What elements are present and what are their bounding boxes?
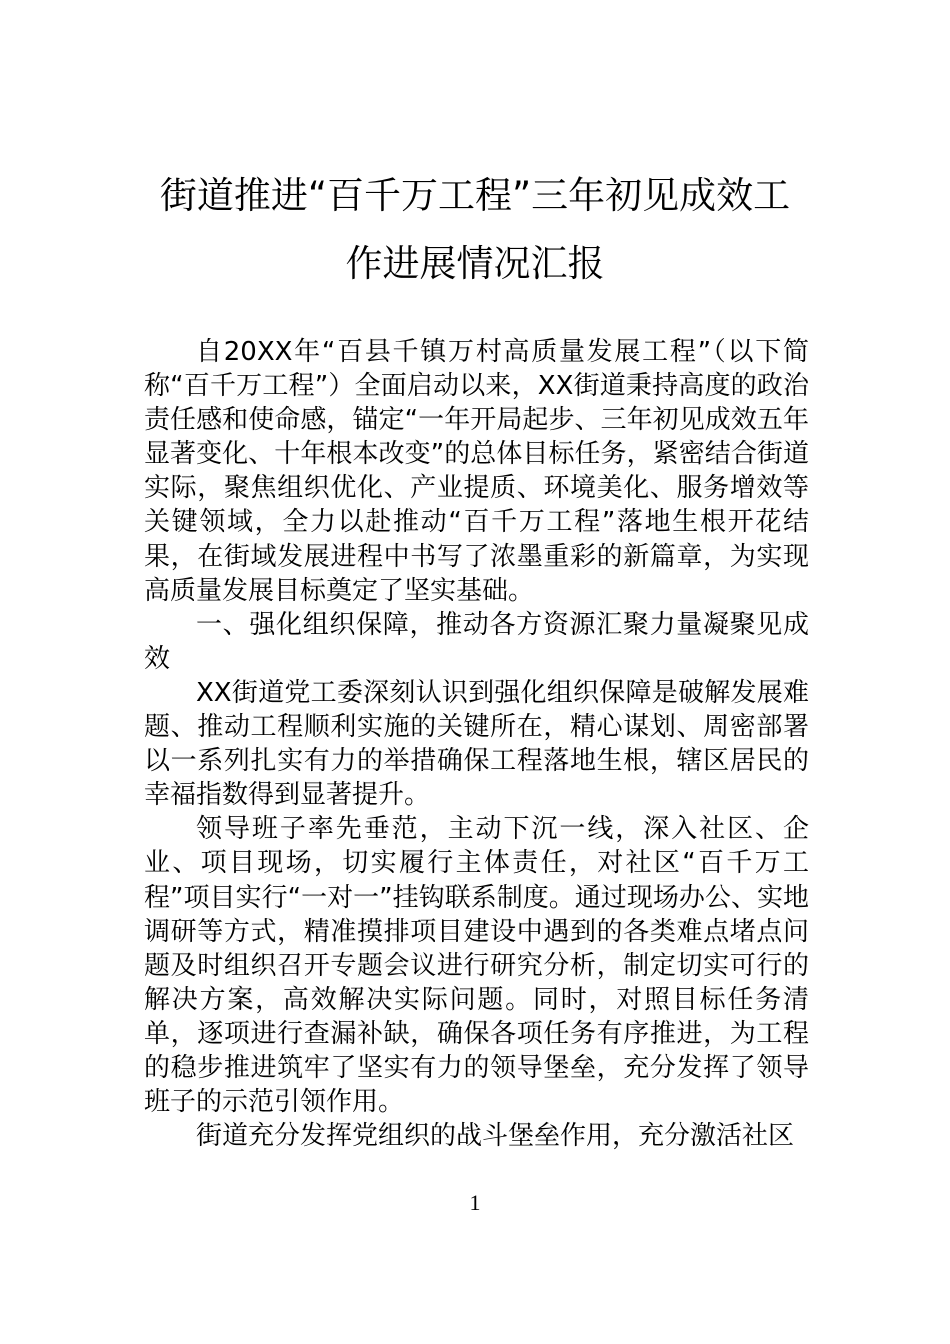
body-paragraph: 街道充分发挥党组织的战斗堡垒作用，充分激活社区 <box>196 1121 795 1152</box>
document-body <box>144 335 809 1153</box>
section-heading: 一、强化组织保障，推动各方资源汇聚力量凝聚见成效 <box>144 609 809 674</box>
page-number: 1 <box>469 1190 481 1215</box>
body-paragraph: XX街道党工委深刻认识到强化组织保障是破解发展难题、推动工程顺利实施的关键所在，精心谋划、周密部署以一系列扎实有力的举措确保工程落地生根，辖区居民的幸福指数得到显著提升。 <box>144 677 809 811</box>
body-paragraph: 领导班子率先垂范，主动下沉一线，深入社区、企业、项目现场，切实履行主体责任，对社区“百千万工程”项目实行“一对一”挂钩联系制度。通过现场办公、实地调研等方式，精准摸排项目建设中遇到的各类难点堵点问题及时组织召开专题会议进行研究分析，制定切实可行的解决方案，高效解决实际问题。同时，对照目标任务清单，逐项进行查漏补缺，确保各项任务有序推进，为工程的稳步推进筑牢了坚实有力的领导堡垒，充分发挥了领导班子的示范引领作用。 <box>144 814 809 1118</box>
document-title-line-1: 街道推进“百千万工程”三年初见成效工 <box>159 174 791 217</box>
document-title-line-2: 作进展情况汇报 <box>345 242 605 285</box>
intro-paragraph: 自20XX年“百县千镇万村高质量发展工程”（以下简称“百千万工程”）全面启动以来，XX街道秉持高度的政治责任感和使命感，锚定“一年开局起步、三年初见成效五年显著变化、十年根本改变”的总体目标任务，紧密结合街道实际，聚焦组织优化、产业提质、环境美化、服务增效等关键领域，全力以赴推动“百千万工程”落地生根开花结果，在街域发展进程中书写了浓墨重彩的新篇章，为实现高质量发展目标奠定了坚实基础。 <box>144 337 809 606</box>
